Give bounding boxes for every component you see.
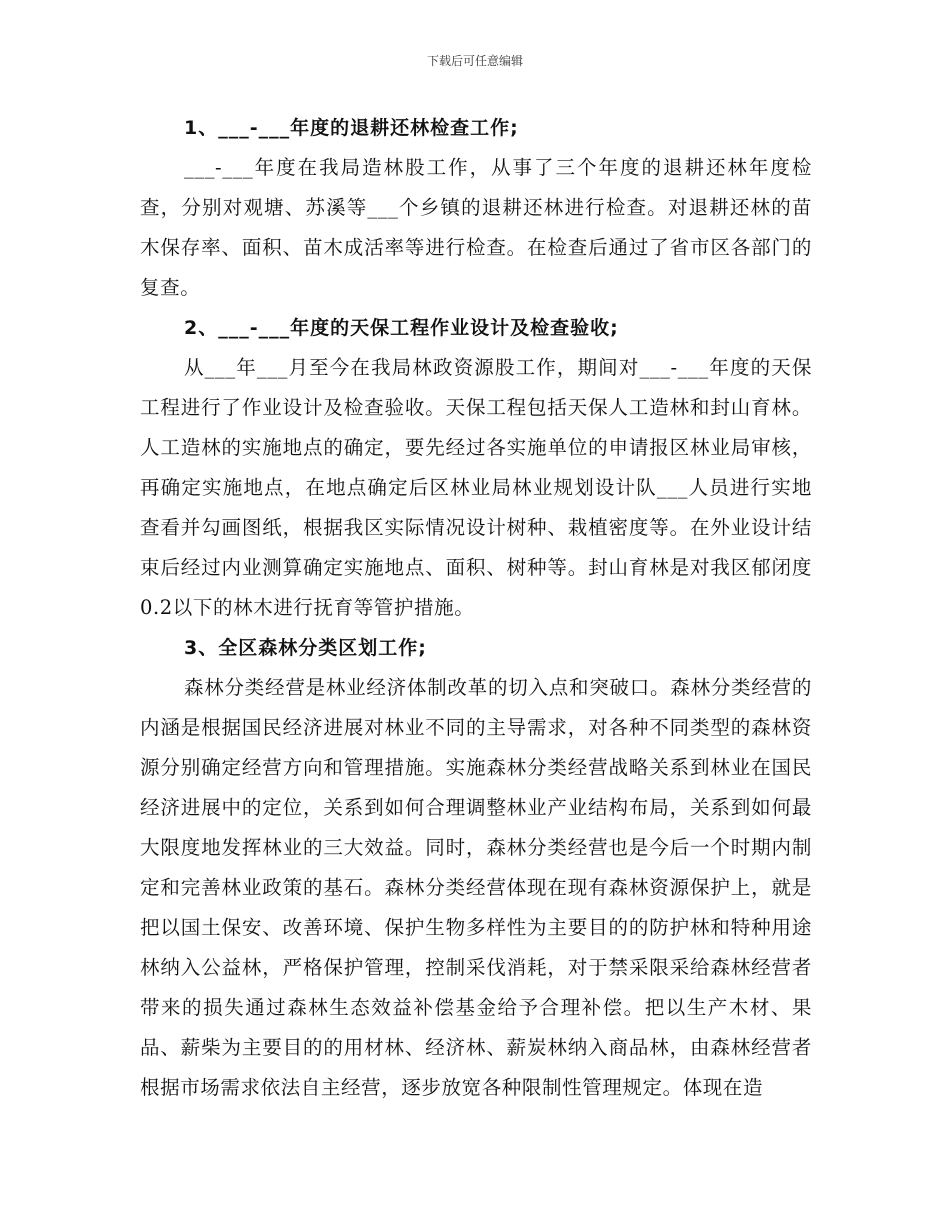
section-1-heading: 1、___-___年度的退耕还林检查工作; (184, 117, 519, 139)
document-body (140, 108, 812, 1108)
section-2-heading: 2、___-___年度的天保工程作业设计及检查验收; (184, 317, 619, 339)
section-2-paragraph: 从___年___月至今在我局林政资源股工作，期间对___-___年度的天保工程进行了作业设计及检查验收。天保工程包括天保人工造林和封山育林。人工造林的实施地点的确定，要先经过各实施单位的申请报区林业局审核，再确定实施地点，在地点确定后区林业局林业规划设计队___人员进行实地查看并勾画图纸，根据我区实际情况设计树种、栽植密度等。在外业设计结束后经过内业测算确定实施地点、面积、树种等。封山育林是对我区郁闭度0.2以下的林木进行抚育等管护措施。 (140, 356, 812, 619)
section-1-paragraph: ___-___年度在我局造林股工作，从事了三个年度的退耕还林年度检查，分别对观塘、苏溪等___个乡镇的退耕还林进行检查。对退耕还林的苗木保存率、面积、苗木成活率等进行检查。在检查后通过了省市区各部门的复查。 (140, 156, 812, 299)
section-3-paragraph: 森林分类经营是林业经济体制改革的切入点和突破口。森林分类经营的内涵是根据国民经济进展对林业不同的主导需求，对各种不同类型的森林资源分别确定经营方向和管理措施。实施森林分类经营战略关系到林业在国民经济进展中的定位，关系到如何合理调整林业产业结构布局，关系到如何最大限度地发挥林业的三大效益。同时，森林分类经营也是今后一个时期内制定和完善林业政策的基石。森林分类经营体现在现有森林资源保护上，就是把以国土保安、改善环境、保护生物多样性为主要目的的防护林和特种用途林纳入公益林，严格保护管理，控制采伐消耗，对于禁采限采给森林经营者带来的损失通过森林生态效益补偿基金给予合理补偿。把以生产木材、果品、薪柴为主要目的的用材林、经济林、薪炭林纳入商品林，由森林经营者根据市场需求依法自主经营，逐步放宽各种限制性管理规定。体现在造 (140, 676, 812, 1099)
page-header: 下载后可任意编辑 (426, 54, 523, 68)
section-3-heading: 3、全区森林分类区划工作; (184, 637, 427, 659)
